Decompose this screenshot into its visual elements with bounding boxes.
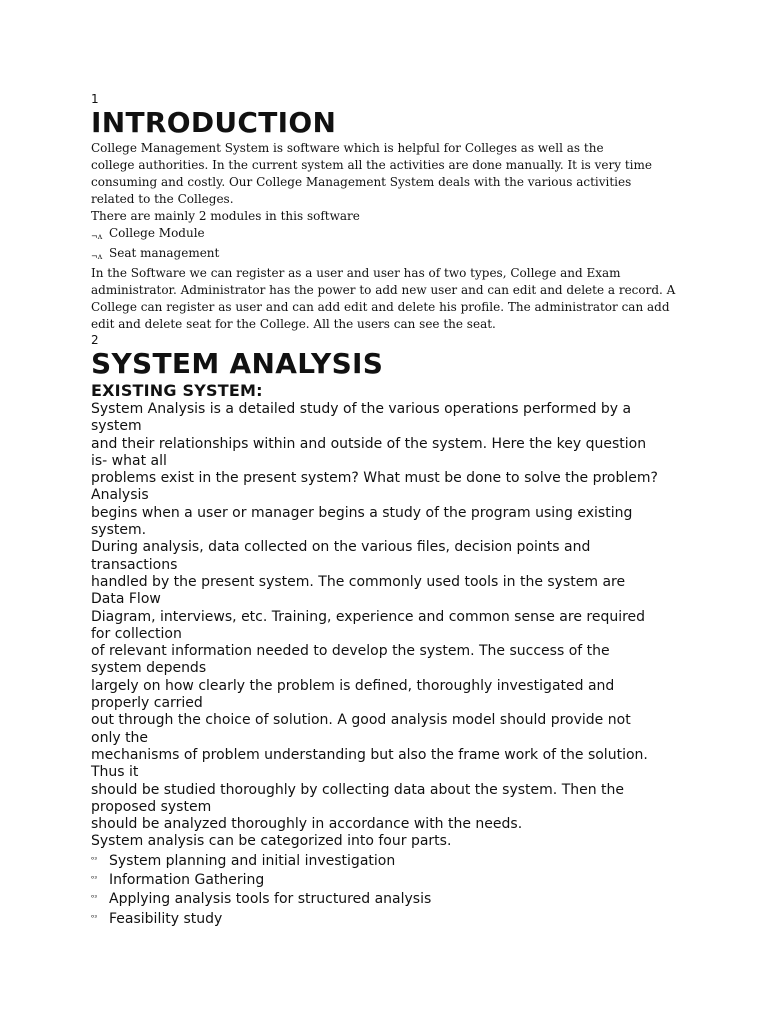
analysis-line: should be analyzed thoroughly in accordance with the needs.: [91, 816, 523, 833]
analysis-line: transactions: [91, 556, 178, 573]
analysis-part-item: [91, 909, 691, 928]
analysis-line: is- what all: [91, 452, 167, 469]
bullet-marker: ¬ʌ: [91, 232, 103, 241]
analysis-part-item: [91, 889, 691, 908]
bullet-marker: ᵒᶟ: [91, 854, 98, 864]
analysis-part-item: [91, 870, 691, 889]
intro-line: There are mainly 2 modules in this software: [91, 209, 360, 223]
bullet-marker: ᵒᶟ: [91, 874, 98, 884]
analysis-line: begins when a user or manager begins a study of the program using existing: [91, 504, 633, 521]
module-name: College Module: [109, 226, 205, 240]
system-analysis-heading: SYSTEM ANALYSIS: [91, 347, 384, 380]
analysis-line: problems exist in the present system? What must be done to solve the problem?: [91, 470, 658, 487]
intro-line: edit and delete seat for the College. All the users can see the seat.: [91, 317, 496, 331]
module-name: Seat management: [109, 246, 220, 260]
page-number-2: 2: [91, 333, 99, 347]
bullet-marker: ¬ʌ: [91, 252, 103, 261]
analysis-line: should be studied thoroughly by collecting data about the system. Then the: [91, 781, 625, 798]
system-analysis-section: [91, 401, 691, 928]
analysis-line: Diagram, interviews, etc. Training, experience and common sense are required: [91, 608, 646, 625]
analysis-line: System Analysis is a detailed study of the various operations performed by a: [91, 401, 632, 417]
analysis-part-item: [91, 851, 691, 870]
analysis-line: Data Flow: [91, 591, 161, 608]
analysis-line: Thus it: [91, 764, 139, 781]
analysis-line: largely on how clearly the problem is defined, thoroughly investigated and: [91, 677, 615, 694]
analysis-line: mechanisms of problem understanding but also the frame work of the solution.: [91, 746, 648, 763]
introduction-heading: INTRODUCTION: [91, 106, 337, 139]
analysis-line: System analysis can be categorized into four parts.: [91, 833, 452, 850]
analysis-line: system.: [91, 522, 147, 539]
intro-line: administrator. Administrator has the power to add new user and can edit and delete a record. A: [91, 283, 676, 297]
analysis-line: for collection: [91, 625, 182, 642]
analysis-line: and their relationships within and outside of the system. Here the key question: [91, 435, 647, 452]
page-number-1: 1: [91, 92, 99, 106]
intro-line: College can register as user and can add edit and delete his profile. The administrator can add: [91, 300, 670, 314]
intro-line: College Management System is software which is helpful for Colleges as well as the: [91, 141, 604, 155]
analysis-part-text: Information Gathering: [109, 872, 265, 889]
analysis-line: of relevant information needed to develop the system. The success of the: [91, 643, 610, 660]
intro-line: college authorities. In the current system all the activities are done manually. It is very time: [91, 158, 652, 172]
intro-line: In the Software we can register as a user and user has of two types, College and Exam: [91, 266, 621, 280]
analysis-line: out through the choice of solution. A good analysis model should provide not: [91, 712, 631, 729]
analysis-line: properly carried: [91, 695, 203, 712]
analysis-line: system depends: [91, 660, 207, 677]
analysis-line: handled by the present system. The commonly used tools in the system are: [91, 573, 626, 590]
module-list-item: [91, 225, 691, 245]
module-list-item: [91, 245, 691, 265]
analysis-line: proposed system: [91, 798, 212, 815]
analysis-part-text: System planning and initial investigation: [109, 852, 396, 869]
introduction-section: [91, 140, 691, 333]
analysis-line: During analysis, data collected on the various files, decision points and: [91, 539, 591, 556]
bullet-marker: ᵒᶟ: [91, 893, 98, 903]
document-page: [91, 92, 691, 928]
analysis-line: only the: [91, 729, 149, 746]
existing-system-subheading: EXISTING SYSTEM:: [91, 381, 263, 400]
analysis-part-text: Applying analysis tools for structured analysis: [109, 891, 432, 908]
intro-line: related to the Colleges.: [91, 192, 234, 206]
intro-line: consuming and costly. Our College Management System deals with the various activities: [91, 175, 632, 189]
analysis-line: system: [91, 418, 142, 435]
analysis-part-text: Feasibility study: [109, 910, 223, 927]
analysis-line: Analysis: [91, 487, 149, 504]
bullet-marker: ᵒᶟ: [91, 912, 98, 922]
